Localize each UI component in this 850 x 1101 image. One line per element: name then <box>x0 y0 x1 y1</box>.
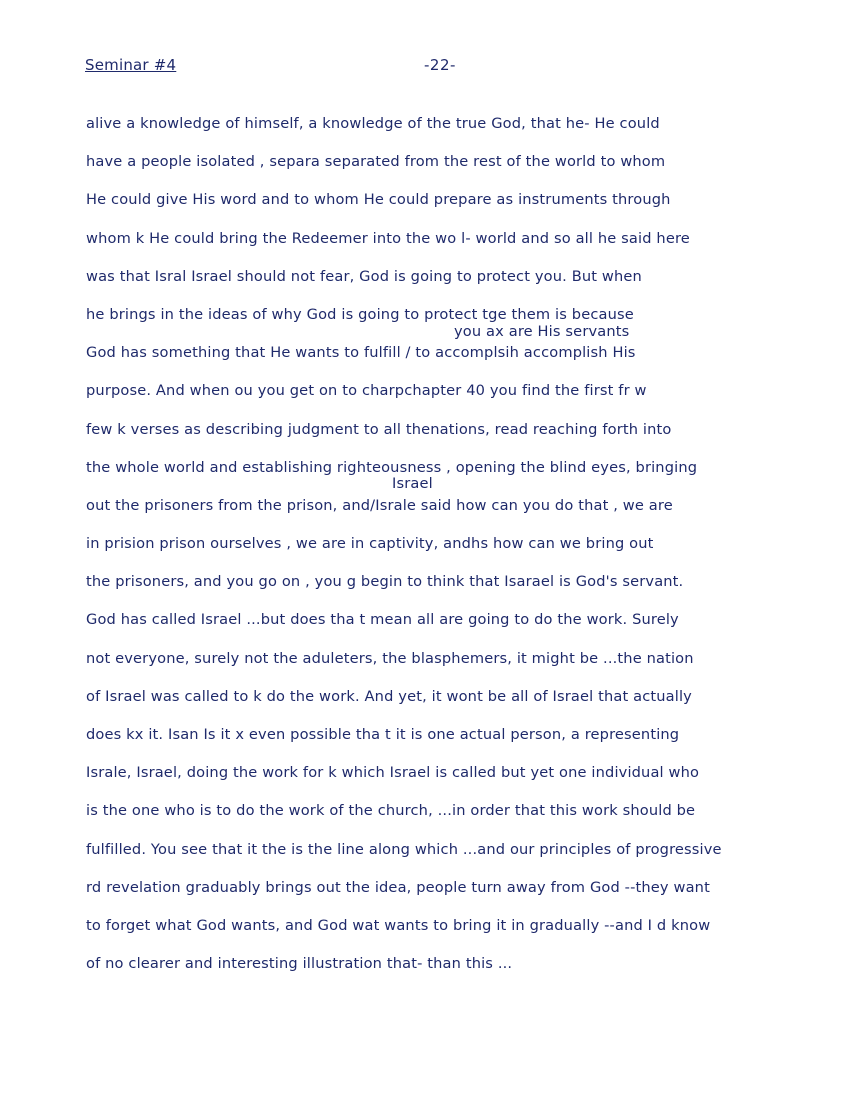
page-number: -22- <box>424 56 456 74</box>
text-line: to forget what God wants, and God wat wants to bring it in gradually --and I d know <box>86 916 711 934</box>
text-line: does kx it. Isan Is it x even possible tha t it is one actual person, a representing <box>86 726 680 743</box>
text-line: he brings in the ideas of why God is going to protect tge them is because <box>86 305 634 323</box>
text-line: rd revelation graduably brings out the idea, people turn away from God --they want <box>86 878 710 896</box>
text-line: is the one who is to do the work of the church, ...in order that this work should be <box>86 802 696 820</box>
text-line: was that Isral Israel should not fear, God is going to protect you. But when <box>86 267 642 285</box>
text-line: He could give His word and to whom He could prepare as instruments through <box>86 191 671 209</box>
text-line: few k verses as describing judgment to all thenations, read reaching forth into <box>86 420 672 438</box>
text-line: God has called Israel ...but does tha t mean all are going to do the work. Surely <box>86 611 679 629</box>
text-line: whom k He could bring the Redeemer into the wo l- world and so all he said here <box>86 229 690 247</box>
text-line: the prisoners, and you go on , you g begin to think that Isarael is God's servant. <box>86 573 684 591</box>
interlinear-insertion-israel: Israel <box>392 475 433 492</box>
text-line: not everyone, surely not the aduleters, the blasphemers, it might be ...the nation <box>86 649 694 667</box>
body-text <box>86 114 836 992</box>
text-line: out the prisoners from the prison, and/Israle said how can you do that , we are <box>86 496 673 514</box>
text-line: in prision prison ourselves , we are in captivity, andhs how can we bring out <box>86 535 654 553</box>
text-line: purpose. And when ou you get on to charpchapter 40 you find the first fr w <box>86 382 647 400</box>
text-line: fulfilled. You see that it the is the line along which ...and our principles of progressive <box>86 840 722 858</box>
text-line: of Israel was called to k do the work. And yet, it wont be all of Israel that actually <box>86 687 692 705</box>
interlinear-insertion-servants: you ax are His servants <box>454 323 630 340</box>
text-line: of no clearer and interesting illustration that- than this ... <box>86 955 513 973</box>
text-line: the whole world and establishing righteousness , opening the blind eyes, bringing <box>86 458 698 476</box>
seminar-title: Seminar #4 <box>85 56 177 74</box>
text-line: Israle, Israel, doing the work for k which Israel is called but yet one individual who <box>86 764 700 782</box>
text-line: have a people isolated , separa separated from the rest of the world to whom <box>86 153 666 171</box>
text-line: God has something that He wants to fulfill / to accomplsih accomplish His <box>86 344 636 362</box>
text-line: alive a knowledge of himself, a knowledge of the true God, that he- He could <box>86 115 660 132</box>
